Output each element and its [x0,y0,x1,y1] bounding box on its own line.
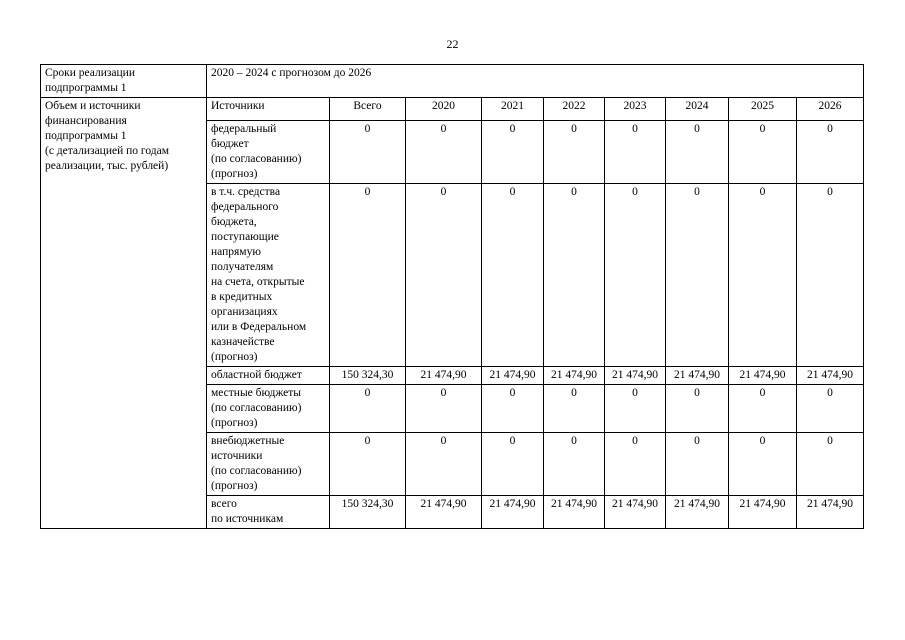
value-cell: 0 [544,184,605,367]
value-cell: 0 [482,184,544,367]
value-cell: 21 474,90 [482,367,544,385]
source-federal-direct: в т.ч. средства федерального бюджета, поступающие напрямую получателям на счета, открытые в кредитных организациях или в Федеральном казначействе (прогноз) [207,184,330,367]
value-cell: 0 [330,433,406,496]
header-2025: 2025 [729,98,797,121]
value-cell: 0 [666,184,729,367]
value-cell: 0 [406,184,482,367]
terms-label: Сроки реализации подпрограммы 1 [41,65,207,98]
value-cell: 0 [406,385,482,433]
page-number: 22 [446,37,459,51]
value-cell: 21 474,90 [666,496,729,529]
value-cell: 0 [482,121,544,184]
value-cell: 21 474,90 [406,367,482,385]
value-cell: 0 [406,121,482,184]
value-cell: 0 [797,385,864,433]
value-cell: 0 [666,433,729,496]
value-cell: 0 [666,121,729,184]
value-cell: 0 [729,433,797,496]
value-cell: 21 474,90 [797,367,864,385]
subprogram-passport-table [40,64,864,529]
value-cell: 0 [797,184,864,367]
value-cell: 150 324,30 [330,496,406,529]
header-sources: Источники [207,98,330,121]
value-cell: 0 [482,385,544,433]
value-cell: 0 [330,385,406,433]
value-cell: 0 [605,385,666,433]
finance-header-row [41,98,864,121]
value-cell: 21 474,90 [482,496,544,529]
value-cell: 0 [605,121,666,184]
value-cell: 21 474,90 [729,496,797,529]
value-cell: 0 [729,184,797,367]
source-total: всего по источникам [207,496,330,529]
value-cell: 21 474,90 [406,496,482,529]
value-cell: 0 [797,121,864,184]
value-cell: 0 [330,184,406,367]
value-cell: 21 474,90 [666,367,729,385]
value-cell: 21 474,90 [605,367,666,385]
finance-label: Объем и источники финансирования подпрограммы 1 (с детализацией по годам реализации, тыс. рублей) [41,98,207,529]
value-cell: 0 [729,121,797,184]
value-cell: 0 [406,433,482,496]
value-cell: 21 474,90 [605,496,666,529]
header-2022: 2022 [544,98,605,121]
value-cell: 0 [605,433,666,496]
value-cell: 21 474,90 [729,367,797,385]
value-cell: 21 474,90 [797,496,864,529]
header-2021: 2021 [482,98,544,121]
terms-value: 2020 – 2024 с прогнозом до 2026 [207,65,864,98]
header-total: Всего [330,98,406,121]
header-2026: 2026 [797,98,864,121]
value-cell: 0 [482,433,544,496]
header-2020: 2020 [406,98,482,121]
header-2023: 2023 [605,98,666,121]
value-cell: 0 [605,184,666,367]
value-cell: 0 [666,385,729,433]
value-cell: 0 [797,433,864,496]
value-cell: 21 474,90 [544,496,605,529]
source-local: местные бюджеты (по согласованию) (прогноз) [207,385,330,433]
header-2024: 2024 [666,98,729,121]
value-cell: 21 474,90 [544,367,605,385]
value-cell: 0 [544,433,605,496]
value-cell: 150 324,30 [330,367,406,385]
value-cell: 0 [330,121,406,184]
value-cell: 0 [544,385,605,433]
source-regional: областной бюджет [207,367,330,385]
value-cell: 0 [544,121,605,184]
value-cell: 0 [729,385,797,433]
source-extrabudgetary: внебюджетные источники (по согласованию) (прогноз) [207,433,330,496]
source-federal: федеральный бюджет (по согласованию) (прогноз) [207,121,330,184]
terms-row [41,65,864,98]
